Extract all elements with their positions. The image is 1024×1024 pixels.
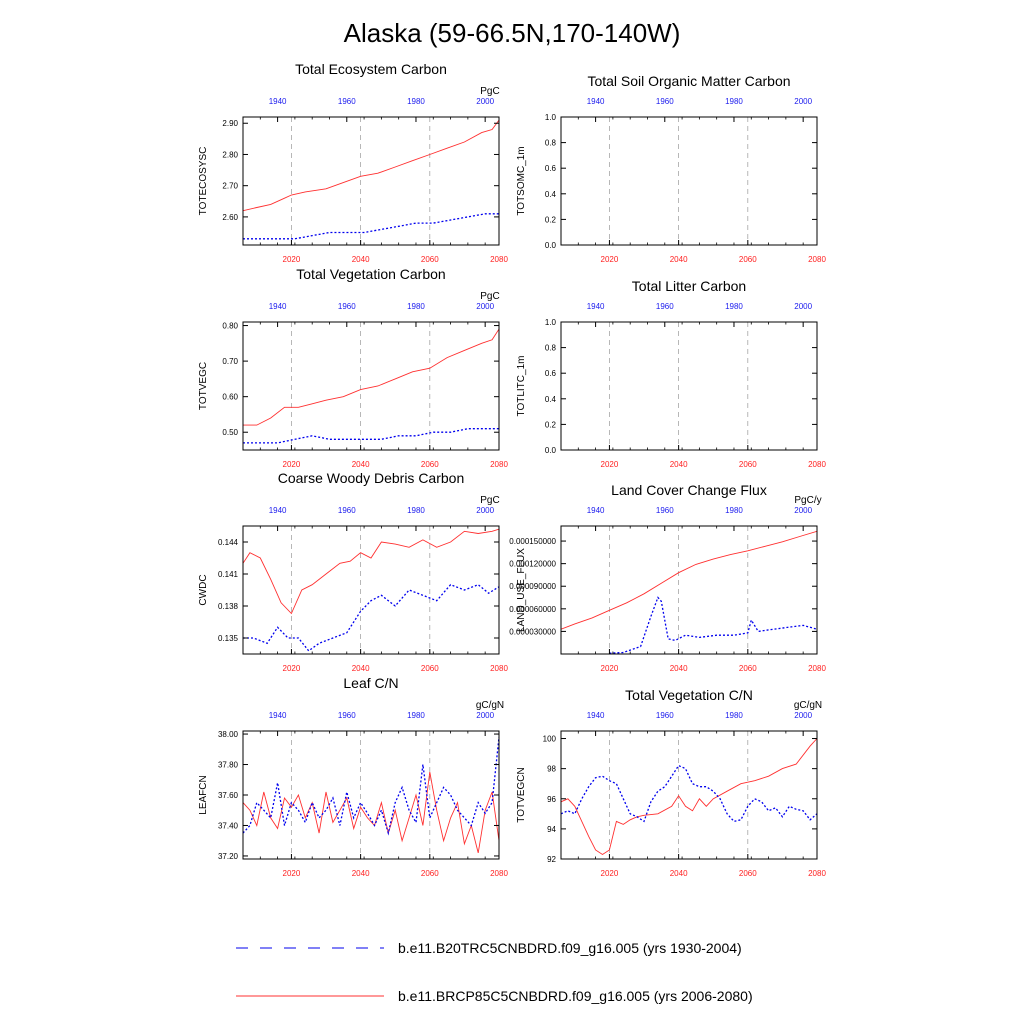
future-series-line (561, 531, 817, 629)
y-tick-label: 2.70 (222, 181, 238, 191)
panel-0 (198, 61, 508, 264)
legend-historical-label: b.e11.B20TRC5CNBDRD.f09_g16.005 (yrs 1930-2004) (398, 940, 742, 956)
y-tick-label: 38.00 (217, 730, 238, 740)
top-tick-label: 1940 (586, 97, 605, 106)
plot-frame (243, 322, 499, 450)
y-axis-label: TOTVEGC (198, 361, 209, 411)
future-series-line (243, 329, 499, 425)
panel-title: Land Cover Change Flux (611, 482, 767, 498)
bottom-tick-label: 2020 (600, 255, 619, 264)
top-tick-label: 1960 (655, 97, 674, 106)
panel-6 (198, 675, 508, 878)
top-tick-label: 2000 (794, 711, 813, 720)
bottom-tick-label: 2060 (420, 869, 439, 878)
y-axis-label: TOTECOSYSC (198, 146, 209, 216)
units-label: PgC (480, 86, 500, 97)
bottom-tick-label: 2060 (738, 664, 757, 673)
legend-future-label: b.e11.BRCP85C5CNBDRD.f09_g16.005 (yrs 2006-2080) (398, 988, 753, 1004)
plot-frame (243, 526, 499, 654)
y-tick-label: 0.4 (544, 189, 556, 199)
y-tick-label: 0.80 (222, 321, 238, 331)
y-tick-label: 37.60 (217, 791, 238, 800)
panels (198, 61, 826, 878)
top-tick-label: 2000 (794, 302, 813, 311)
y-tick-label: 0.60 (222, 392, 238, 402)
top-tick-label: 1940 (268, 302, 287, 311)
bottom-tick-label: 2080 (808, 664, 826, 673)
panel-7 (516, 687, 826, 878)
bottom-tick-label: 2020 (600, 869, 619, 878)
top-tick-label: 1960 (337, 506, 356, 515)
historical-series-line (243, 429, 499, 443)
bottom-tick-label: 2080 (490, 869, 508, 878)
top-tick-label: 1980 (407, 711, 425, 720)
top-tick-label: 2000 (794, 97, 813, 106)
y-tick-label: 0.8 (544, 343, 556, 353)
bottom-tick-label: 2040 (351, 255, 370, 264)
y-tick-label: 37.80 (217, 760, 238, 770)
bottom-tick-label: 2080 (808, 460, 826, 469)
y-axis-label: TOTLITC_1m (516, 355, 527, 417)
y-tick-label: 0.8 (544, 138, 556, 148)
y-tick-label: 0.000030000 (509, 627, 556, 637)
y-tick-label: 1.0 (544, 318, 556, 327)
units-label: PgC (480, 495, 500, 506)
y-tick-label: 0.70 (222, 357, 238, 367)
bottom-tick-label: 2080 (490, 255, 508, 264)
top-tick-label: 2000 (476, 506, 495, 515)
y-tick-label: 98 (547, 764, 556, 774)
bottom-tick-label: 2040 (669, 255, 688, 264)
top-tick-label: 1980 (407, 302, 425, 311)
bottom-tick-label: 2060 (420, 460, 439, 469)
y-tick-label: 0.6 (544, 164, 556, 174)
top-tick-label: 1940 (586, 711, 605, 720)
top-tick-label: 1960 (337, 711, 356, 720)
top-tick-label: 1980 (407, 506, 425, 515)
top-tick-label: 1940 (586, 506, 605, 515)
bottom-tick-label: 2060 (420, 664, 439, 673)
panel-title: Total Ecosystem Carbon (295, 61, 447, 77)
y-tick-label: 0.138 (217, 602, 238, 611)
y-axis-label: LAND_USE_FLUX (516, 548, 527, 632)
historical-series-line (609, 598, 817, 654)
top-tick-label: 1980 (725, 506, 743, 515)
plot-frame (561, 731, 817, 859)
top-tick-label: 1980 (407, 97, 425, 106)
top-tick-label: 2000 (476, 302, 495, 311)
y-axis-label: TOTVEGCN (516, 767, 527, 823)
y-tick-label: 96 (547, 794, 556, 804)
y-tick-label: 94 (547, 824, 556, 834)
legend (236, 940, 753, 1004)
bottom-tick-label: 2080 (490, 460, 508, 469)
y-tick-label: 0.141 (217, 570, 238, 579)
y-axis-label: TOTSOMC_1m (516, 146, 527, 216)
y-tick-label: 0.000120000 (509, 559, 556, 569)
y-tick-label: 0.000090000 (509, 582, 556, 592)
y-tick-label: 0.2 (544, 215, 556, 225)
y-tick-label: 37.20 (217, 851, 238, 861)
top-tick-label: 1980 (725, 302, 743, 311)
top-tick-label: 1960 (337, 97, 356, 106)
plot-frame (561, 117, 817, 245)
y-tick-label: 0.000060000 (509, 604, 556, 614)
figure-title: Alaska (59-66.5N,170-140W) (343, 18, 681, 48)
y-tick-label: 37.40 (217, 821, 238, 831)
panel-title: Total Vegetation Carbon (296, 266, 446, 282)
bottom-tick-label: 2040 (669, 869, 688, 878)
y-tick-label: 0.135 (217, 634, 238, 643)
panel-title: Total Litter Carbon (631, 278, 747, 294)
bottom-tick-label: 2040 (351, 664, 370, 673)
top-tick-label: 1960 (655, 506, 674, 515)
bottom-tick-label: 2020 (282, 869, 301, 878)
panel-2 (198, 266, 508, 469)
bottom-tick-label: 2060 (738, 869, 757, 878)
y-tick-label: 0.0 (544, 446, 556, 455)
bottom-tick-label: 2020 (282, 664, 301, 673)
y-tick-label: 0.50 (222, 428, 238, 438)
y-tick-label: 2.60 (222, 212, 238, 222)
units-label: gC/gN (793, 700, 823, 711)
top-tick-label: 1960 (337, 302, 356, 311)
y-tick-label: 2.80 (222, 150, 238, 160)
units-label: PgC (480, 291, 500, 302)
bottom-tick-label: 2020 (282, 255, 301, 264)
top-tick-label: 1940 (268, 711, 287, 720)
future-series-line (243, 772, 499, 853)
y-tick-label: 0.2 (544, 420, 556, 430)
y-axis-label: LEAFCN (198, 775, 209, 815)
panel-title: Coarse Woody Debris Carbon (277, 470, 465, 486)
bottom-tick-label: 2060 (420, 255, 439, 264)
panel-title: Leaf C/N (343, 675, 399, 691)
panel-title: Total Vegetation C/N (625, 687, 753, 703)
y-tick-label: 92 (547, 855, 556, 864)
historical-series-line (243, 585, 499, 651)
bottom-tick-label: 2020 (282, 460, 301, 469)
top-tick-label: 2000 (476, 97, 495, 106)
plot-frame (243, 731, 499, 859)
top-tick-label: 1960 (655, 302, 674, 311)
future-series-line (243, 120, 499, 211)
panel-1 (516, 73, 826, 264)
y-tick-label: 1.0 (544, 113, 556, 122)
top-tick-label: 1980 (725, 711, 743, 720)
bottom-tick-label: 2080 (490, 664, 508, 673)
panel-3 (516, 278, 826, 469)
y-tick-label: 0.6 (544, 369, 556, 379)
bottom-tick-label: 2080 (808, 255, 826, 264)
top-tick-label: 2000 (476, 711, 495, 720)
bottom-tick-label: 2060 (738, 255, 757, 264)
bottom-tick-label: 2020 (600, 460, 619, 469)
future-series-line (561, 739, 817, 855)
y-tick-label: 2.90 (222, 119, 238, 129)
top-tick-label: 2000 (794, 506, 813, 515)
top-tick-label: 1960 (655, 711, 674, 720)
bottom-tick-label: 2020 (600, 664, 619, 673)
panel-4 (198, 470, 508, 673)
top-tick-label: 1940 (586, 302, 605, 311)
bottom-tick-label: 2080 (808, 869, 826, 878)
panel-5 (509, 482, 826, 673)
bottom-tick-label: 2060 (738, 460, 757, 469)
units-label: PgC/y (794, 495, 822, 506)
y-tick-label: 0.4 (544, 394, 556, 404)
units-label: gC/gN (475, 700, 505, 711)
bottom-tick-label: 2040 (669, 664, 688, 673)
bottom-tick-label: 2040 (351, 869, 370, 878)
bottom-tick-label: 2040 (351, 460, 370, 469)
y-axis-label: CWDC (198, 574, 209, 606)
plot-frame (561, 526, 817, 654)
panel-title: Total Soil Organic Matter Carbon (587, 73, 791, 89)
bottom-tick-label: 2040 (669, 460, 688, 469)
y-tick-label: 0.144 (217, 538, 238, 547)
y-tick-label: 100 (542, 734, 556, 744)
historical-series-line (561, 766, 817, 822)
top-tick-label: 1940 (268, 97, 287, 106)
y-tick-label: 0.0 (544, 241, 556, 250)
historical-series-line (243, 214, 499, 239)
plot-frame (243, 117, 499, 245)
top-tick-label: 1980 (725, 97, 743, 106)
plot-frame (561, 322, 817, 450)
y-tick-label: 0.000150000 (509, 537, 556, 547)
top-tick-label: 1940 (268, 506, 287, 515)
